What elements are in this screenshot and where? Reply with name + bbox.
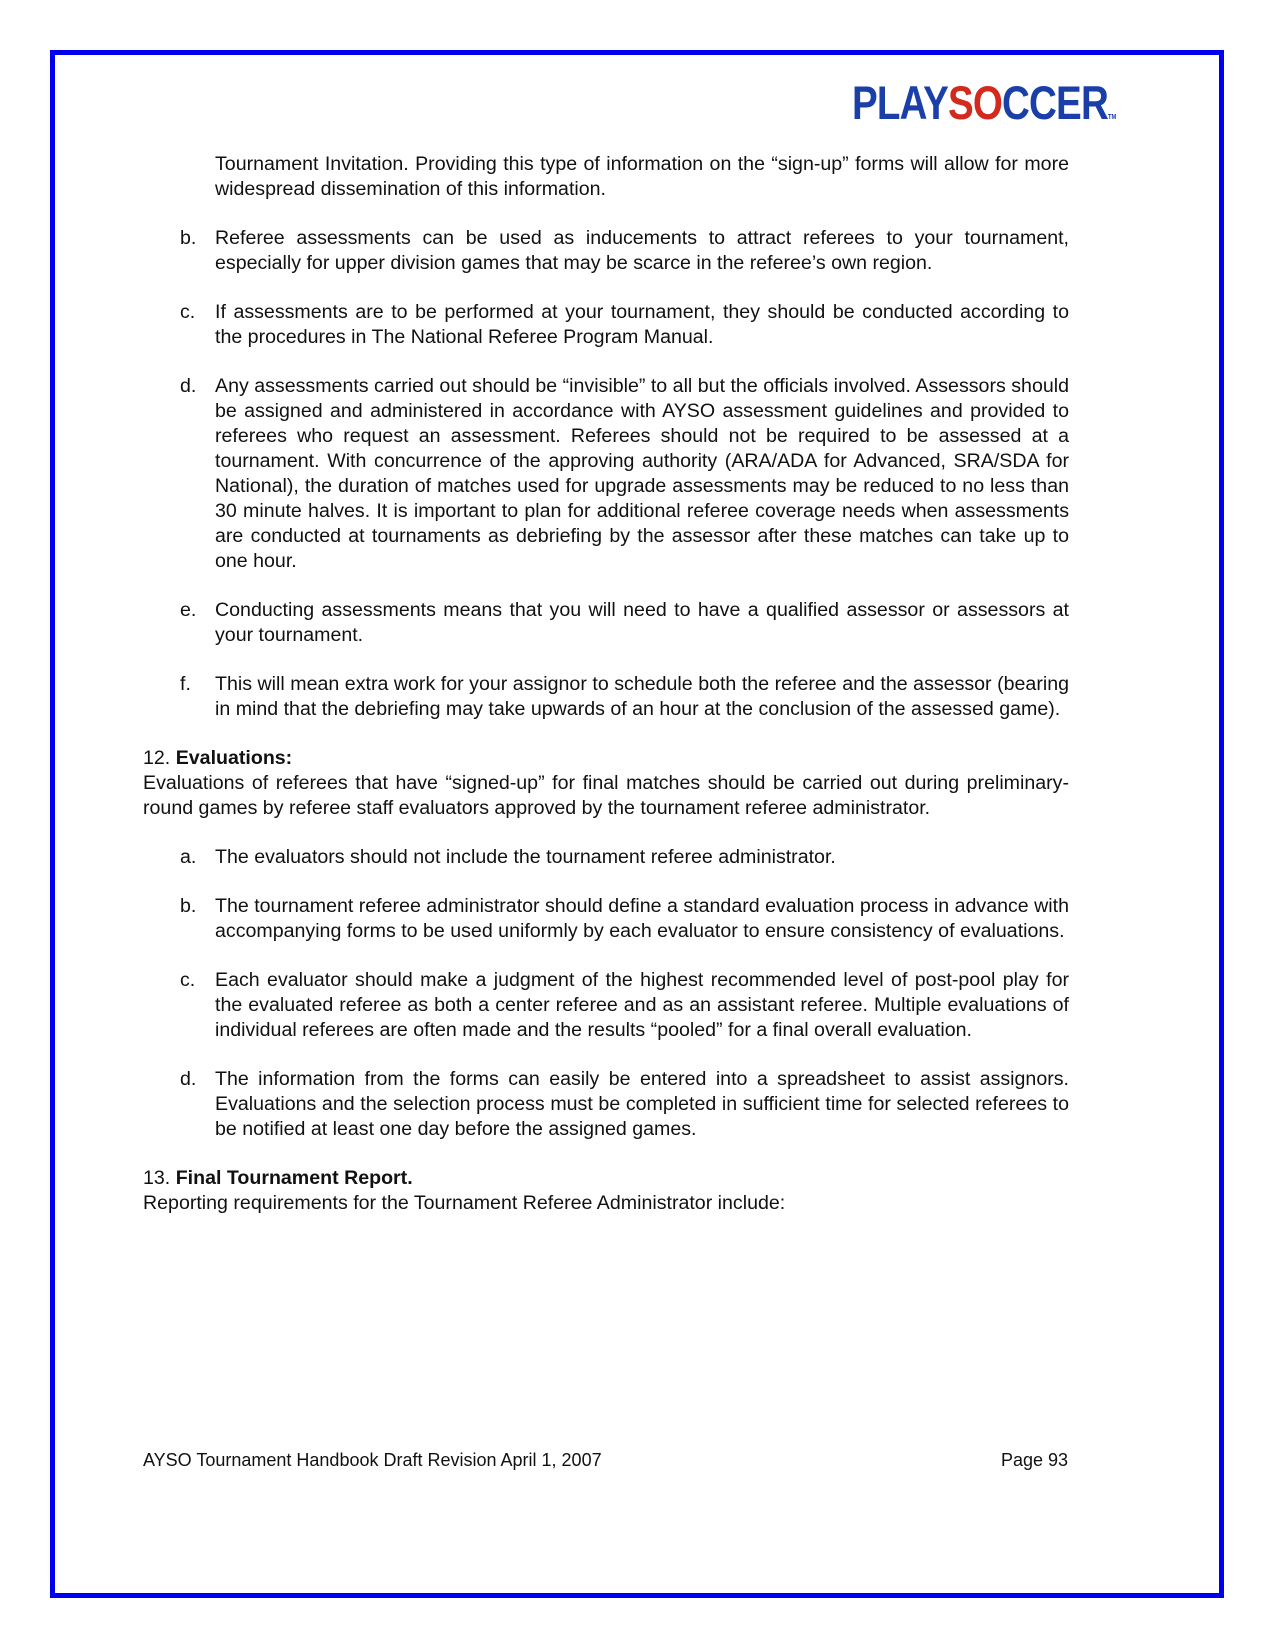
logo-text-ccer: CCER [1002, 76, 1108, 129]
section-heading-final-report [143, 1166, 1069, 1191]
list-item-text: The evaluators should not include the tournament referee administrator. [215, 846, 836, 868]
section-intro: Evaluations of referees that have “signed-up” for final matches should be carried out during preliminary-round games by referee staff evaluators approved by the tournament referee administrator. [143, 772, 1069, 819]
list-item [143, 672, 1069, 722]
logo-text-so: SO [947, 76, 1003, 129]
page-footer [143, 1450, 1068, 1471]
list-marker: a. [180, 846, 197, 868]
section-title: Final Tournament Report. [175, 1167, 413, 1189]
section-heading-evaluations [143, 746, 1069, 771]
list-item [143, 598, 1069, 648]
list-item-text: This will mean extra work for your assignor to schedule both the referee and the assessor (bearing in mind that the debriefing may take upwards of an hour at the conclusion of the assessed game). [215, 673, 1069, 720]
list-item-text: Conducting assessments means that you will need to have a qualified assessor or assessors at your tournament. [215, 599, 1069, 646]
list-item [143, 894, 1069, 944]
list-marker: e. [180, 599, 197, 621]
list-marker: d. [180, 1068, 197, 1090]
list-item-text: Referee assessments can be used as inducements to attract referees to your tournament, especially for upper division games that may be scarce in the referee’s own region. [215, 227, 1069, 274]
document-body [143, 152, 1069, 1240]
list-item-text: If assessments are to be performed at your tournament, they should be conducted according to the procedures in The National Referee Program Manual. [215, 301, 1069, 348]
list-item [143, 1067, 1069, 1142]
list-item [143, 845, 1069, 870]
list-item-text: Each evaluator should make a judgment of the highest recommended level of post-pool play for the evaluated referee as both a center referee and as an assistant referee. Multiple evaluations of individual referees are often made and the results “pooled” for a final overall evaluation. [215, 969, 1069, 1041]
list-marker: c. [180, 301, 196, 323]
trademark-mark: TM [1107, 114, 1117, 121]
playsoccer-logo [852, 78, 1116, 143]
list-item [143, 374, 1069, 574]
logo-text-play: PLAY [852, 76, 948, 129]
list-marker: b. [180, 227, 197, 249]
section-number: 12. [143, 747, 171, 769]
list-item-text: The information from the forms can easily be entered into a spreadsheet to assist assignors. Evaluations and the selection process must be completed in sufficient time for selected referees to be notified at least one day before the assigned games. [215, 1068, 1069, 1140]
list-item-text: Any assessments carried out should be “invisible” to all but the officials involved. Assessors should be assigned and administered in accordance with AYSO assessment guidelines and provided to referees who request an assessment. Referees should not be required to be assessed at a tournament. With concurrence of the approving authority (ARA/ADA for Advanced, SRA/SDA for National), the duration of matches used for upgrade assessments may be reduced to no less than 30 minute halves. It is important to plan for additional referee coverage needs when assessments are conducted at tournaments as debriefing by the assessor after these matches can take up to one hour. [215, 375, 1069, 572]
list-item-text: The tournament referee administrator should define a standard evaluation process in advance with accompanying forms to be used uniformly by each evaluator to ensure consistency of evaluations. [215, 895, 1069, 942]
section-title: Evaluations: [175, 747, 293, 769]
list-item [143, 300, 1069, 350]
continuation-paragraph: Tournament Invitation. Providing this type of information on the “sign-up” forms will allow for more widespread dissemination of this information. [215, 153, 1069, 200]
list-marker: d. [180, 375, 197, 397]
list-marker: c. [180, 969, 196, 991]
section-number: 13. [143, 1167, 171, 1189]
page-number: Page 93 [1000, 1450, 1068, 1470]
list-marker: b. [180, 895, 197, 917]
footer-document-title: AYSO Tournament Handbook Draft Revision April 1, 2007 [143, 1450, 602, 1470]
list-item [143, 968, 1069, 1043]
list-marker: f. [180, 673, 191, 695]
section-intro: Reporting requirements for the Tournament Referee Administrator include: [143, 1192, 786, 1214]
list-item [143, 226, 1069, 276]
